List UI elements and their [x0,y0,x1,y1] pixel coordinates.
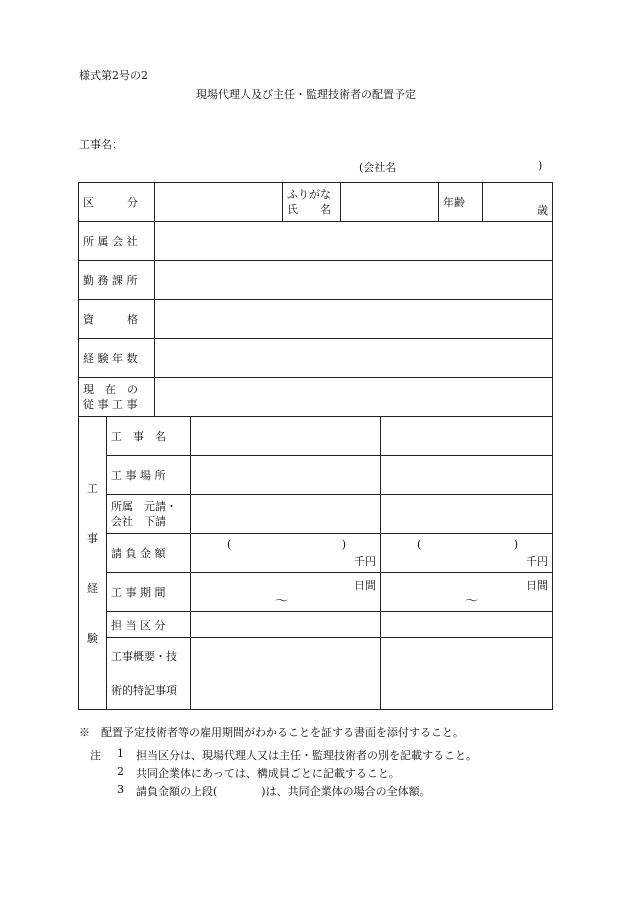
age-label-cell [439,183,483,222]
furigana-label: ふりがな [287,188,331,201]
current-work-label-line2: 従 事 工 事 [83,398,138,411]
amount-unit: 千円 [526,555,548,568]
years-label-cell [79,339,155,378]
form-number: 様式第2号の2 [79,69,148,82]
exp-affil-label-line2: 会社 下請 [111,515,166,528]
exp-affil-label-cell [107,495,191,534]
exp-affil-value-2[interactable] [381,495,553,534]
current-work-label-cell [79,378,155,417]
company-name-label: (会社名 [359,161,397,174]
project-name-label: 工事名： [79,138,123,151]
exp-role-value-1[interactable] [191,612,381,638]
amount-close-paren: ) [513,538,518,551]
note-2-number: 2 [117,765,124,778]
amount-unit: 千円 [354,555,376,568]
note-3-text: 請負金額の上段( )は、共同企業体の場合の全体額。 [136,785,431,798]
years-value[interactable] [155,339,553,378]
amount-open-paren: ( [227,538,232,551]
company-label-cell [79,222,155,261]
exp-period-label: 工 事 期 間 [111,586,166,599]
exp-name-value-1[interactable] [191,417,381,456]
exp-overview-value-2[interactable] [381,638,553,710]
amount-close-paren: ) [341,538,346,551]
experience-char-1: 工 [87,482,98,495]
name-label: 氏 名 [287,203,331,216]
exp-overview-label-line2: 術的特記事項 [111,683,177,697]
experience-char-2: 事 [87,532,98,545]
period-tilde: 〜 [465,594,479,609]
qualification-value[interactable] [155,300,553,339]
age-value[interactable] [483,183,553,222]
exp-affil-label-line1: 所属 元請・ [111,500,177,513]
division-label: 区 分 [83,196,138,209]
exp-overview-label-cell [107,638,191,710]
note-prefix: 注 [90,749,101,762]
exp-overview-label-line1: 工事概要・技 [111,649,177,663]
note-attachment: ※ 配置予定技術者等の雇用期間がわかることを証する書面を添付すること。 [79,726,464,739]
age-unit: 歳 [537,204,548,217]
company-value[interactable] [155,222,553,261]
exp-amount-label-cell [107,534,191,573]
experience-side-label [79,417,107,710]
company-label: 所 属 会 社 [83,235,138,248]
exp-amount-value-1[interactable] [191,534,381,573]
assignment-table [78,182,553,710]
experience-char-4: 験 [87,632,98,645]
office-value[interactable] [155,261,553,300]
exp-place-value-2[interactable] [381,456,553,495]
exp-period-value-2[interactable] [381,573,553,612]
current-work-value[interactable] [155,378,553,417]
exp-place-label-cell [107,456,191,495]
exp-name-label-cell [107,417,191,456]
office-label: 勤 務 課 所 [83,274,138,287]
exp-place-label: 工 事 場 所 [111,469,166,482]
exp-overview-value-1[interactable] [191,638,381,710]
exp-period-label-cell [107,573,191,612]
age-label: 年齢 [443,196,465,209]
years-label: 経 験 年 数 [83,352,138,365]
days-unit: 日間 [354,579,376,592]
note-3-number: 3 [117,783,124,796]
name-value[interactable] [341,183,439,222]
period-tilde: 〜 [275,594,289,609]
exp-role-label-cell [107,612,191,638]
qualification-label: 資 格 [83,313,138,326]
company-name-close: ) [538,159,543,172]
exp-affil-value-1[interactable] [191,495,381,534]
exp-amount-value-2[interactable] [381,534,553,573]
exp-period-value-1[interactable] [191,573,381,612]
current-work-label-line1: 現 在 の [83,383,138,396]
name-label-cell [283,183,341,222]
division-value[interactable] [155,183,283,222]
qualification-label-cell [79,300,155,339]
amount-open-paren: ( [417,538,422,551]
office-label-cell [79,261,155,300]
experience-char-3: 経 [87,582,98,595]
note-2-text: 共同企業体にあっては、構成員ごとに記載すること。 [136,767,400,780]
note-1-text: 担当区分は、現場代理人又は主任・監理技術者の別を記載すること。 [136,749,477,762]
days-unit: 日間 [526,579,548,592]
note-1-number: 1 [117,747,124,760]
division-label-cell [79,183,155,222]
exp-role-value-2[interactable] [381,612,553,638]
exp-amount-label: 請 負 金 額 [111,547,166,560]
exp-role-label: 担 当 区 分 [111,618,166,632]
exp-place-value-1[interactable] [191,456,381,495]
document-title: 現場代理人及び主任・監理技術者の配置予定 [196,88,416,101]
exp-name-label: 工 事 名 [111,430,166,443]
exp-name-value-2[interactable] [381,417,553,456]
